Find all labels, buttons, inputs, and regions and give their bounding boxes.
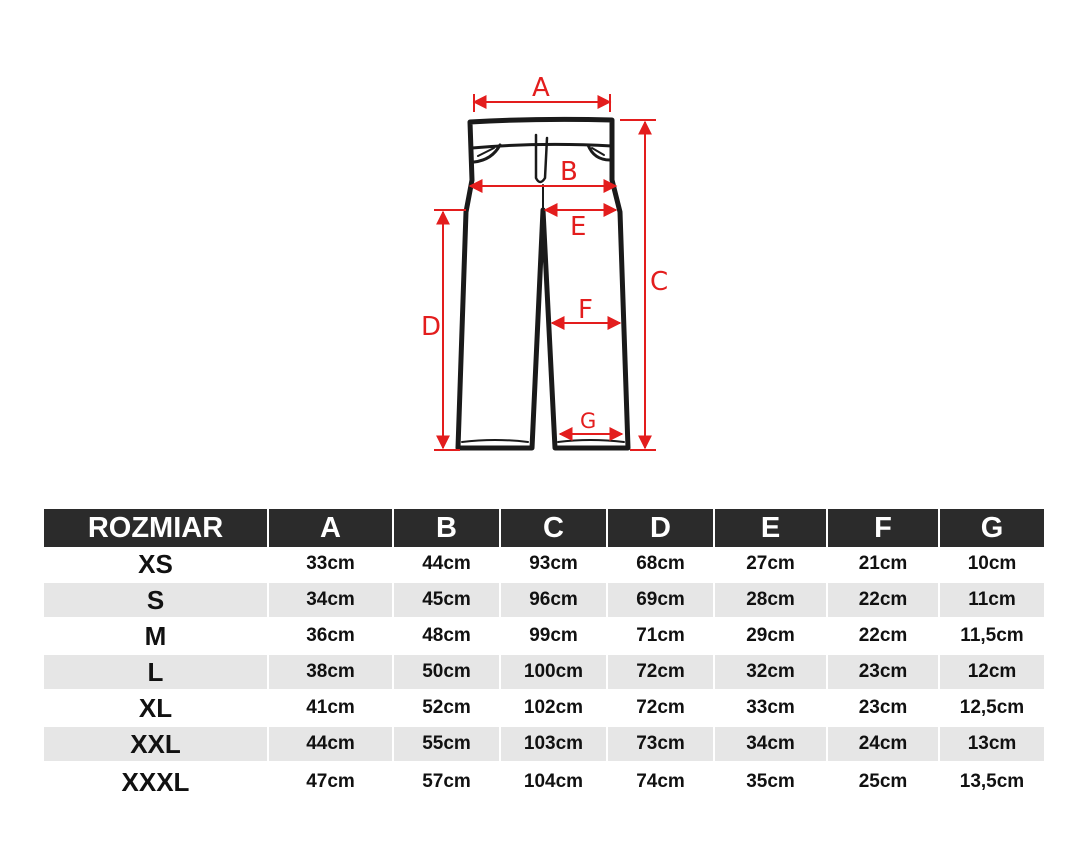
header-a: A: [268, 509, 393, 547]
size-cell: XXL: [44, 726, 268, 762]
label-b: B: [560, 157, 578, 187]
value-cell: 34cm: [268, 582, 393, 618]
label-e: E: [570, 212, 587, 242]
table-row: [44, 654, 1044, 690]
value-cell: 13cm: [939, 726, 1044, 762]
value-cell: 35cm: [714, 762, 827, 802]
fly: [536, 135, 547, 182]
value-cell: 73cm: [607, 726, 714, 762]
value-cell: 32cm: [714, 654, 827, 690]
value-cell: 72cm: [607, 690, 714, 726]
label-c: C: [650, 267, 669, 297]
value-cell: 24cm: [827, 726, 939, 762]
label-a: A: [532, 73, 550, 103]
header-e: E: [714, 509, 827, 547]
label-f: F: [578, 295, 593, 325]
size-cell: L: [44, 654, 268, 690]
value-cell: 44cm: [268, 726, 393, 762]
value-cell: 93cm: [500, 547, 607, 582]
value-cell: 48cm: [393, 618, 500, 654]
value-cell: 12cm: [939, 654, 1044, 690]
value-cell: 27cm: [714, 547, 827, 582]
value-cell: 22cm: [827, 582, 939, 618]
size-chart-table: [44, 509, 1044, 803]
value-cell: 72cm: [607, 654, 714, 690]
header-d: D: [607, 509, 714, 547]
header-b: B: [393, 509, 500, 547]
right-hem: [558, 440, 624, 442]
size-table-header-row: [44, 509, 1044, 547]
header-f: F: [827, 509, 939, 547]
value-cell: 99cm: [500, 618, 607, 654]
label-d: D: [421, 312, 442, 342]
value-cell: 23cm: [827, 654, 939, 690]
value-cell: 104cm: [500, 762, 607, 802]
pants-silhouette: [458, 119, 628, 448]
value-cell: 38cm: [268, 654, 393, 690]
size-cell: XL: [44, 690, 268, 726]
size-cell: S: [44, 582, 268, 618]
value-cell: 55cm: [393, 726, 500, 762]
value-cell: 10cm: [939, 547, 1044, 582]
value-cell: 71cm: [607, 618, 714, 654]
value-cell: 57cm: [393, 762, 500, 802]
header-rozmiar: ROZMIAR: [44, 509, 268, 547]
table-row: [44, 547, 1044, 582]
size-cell: XS: [44, 547, 268, 582]
table-row: [44, 618, 1044, 654]
pants-outline: [458, 119, 628, 448]
value-cell: 12,5cm: [939, 690, 1044, 726]
value-cell: 68cm: [607, 547, 714, 582]
size-cell: XXXL: [44, 762, 268, 802]
value-cell: 52cm: [393, 690, 500, 726]
value-cell: 103cm: [500, 726, 607, 762]
value-cell: 96cm: [500, 582, 607, 618]
value-cell: 13,5cm: [939, 762, 1044, 802]
size-cell: M: [44, 618, 268, 654]
value-cell: 11cm: [939, 582, 1044, 618]
value-cell: 69cm: [607, 582, 714, 618]
value-cell: 22cm: [827, 618, 939, 654]
value-cell: 36cm: [268, 618, 393, 654]
table-row: [44, 582, 1044, 618]
value-cell: 50cm: [393, 654, 500, 690]
value-cell: 45cm: [393, 582, 500, 618]
left-hem: [462, 440, 528, 442]
value-cell: 11,5cm: [939, 618, 1044, 654]
label-g: G: [580, 409, 597, 433]
value-cell: 100cm: [500, 654, 607, 690]
value-cell: 47cm: [268, 762, 393, 802]
value-cell: 33cm: [714, 690, 827, 726]
value-cell: 28cm: [714, 582, 827, 618]
value-cell: 102cm: [500, 690, 607, 726]
value-cell: 34cm: [714, 726, 827, 762]
table-row: [44, 726, 1044, 762]
value-cell: 44cm: [393, 547, 500, 582]
value-cell: 29cm: [714, 618, 827, 654]
header-c: C: [500, 509, 607, 547]
value-cell: 33cm: [268, 547, 393, 582]
value-cell: 25cm: [827, 762, 939, 802]
value-cell: 21cm: [827, 547, 939, 582]
value-cell: 74cm: [607, 762, 714, 802]
value-cell: 23cm: [827, 690, 939, 726]
table-row: [44, 690, 1044, 726]
table-row: [44, 762, 1044, 802]
value-cell: 41cm: [268, 690, 393, 726]
header-g: G: [939, 509, 1044, 547]
